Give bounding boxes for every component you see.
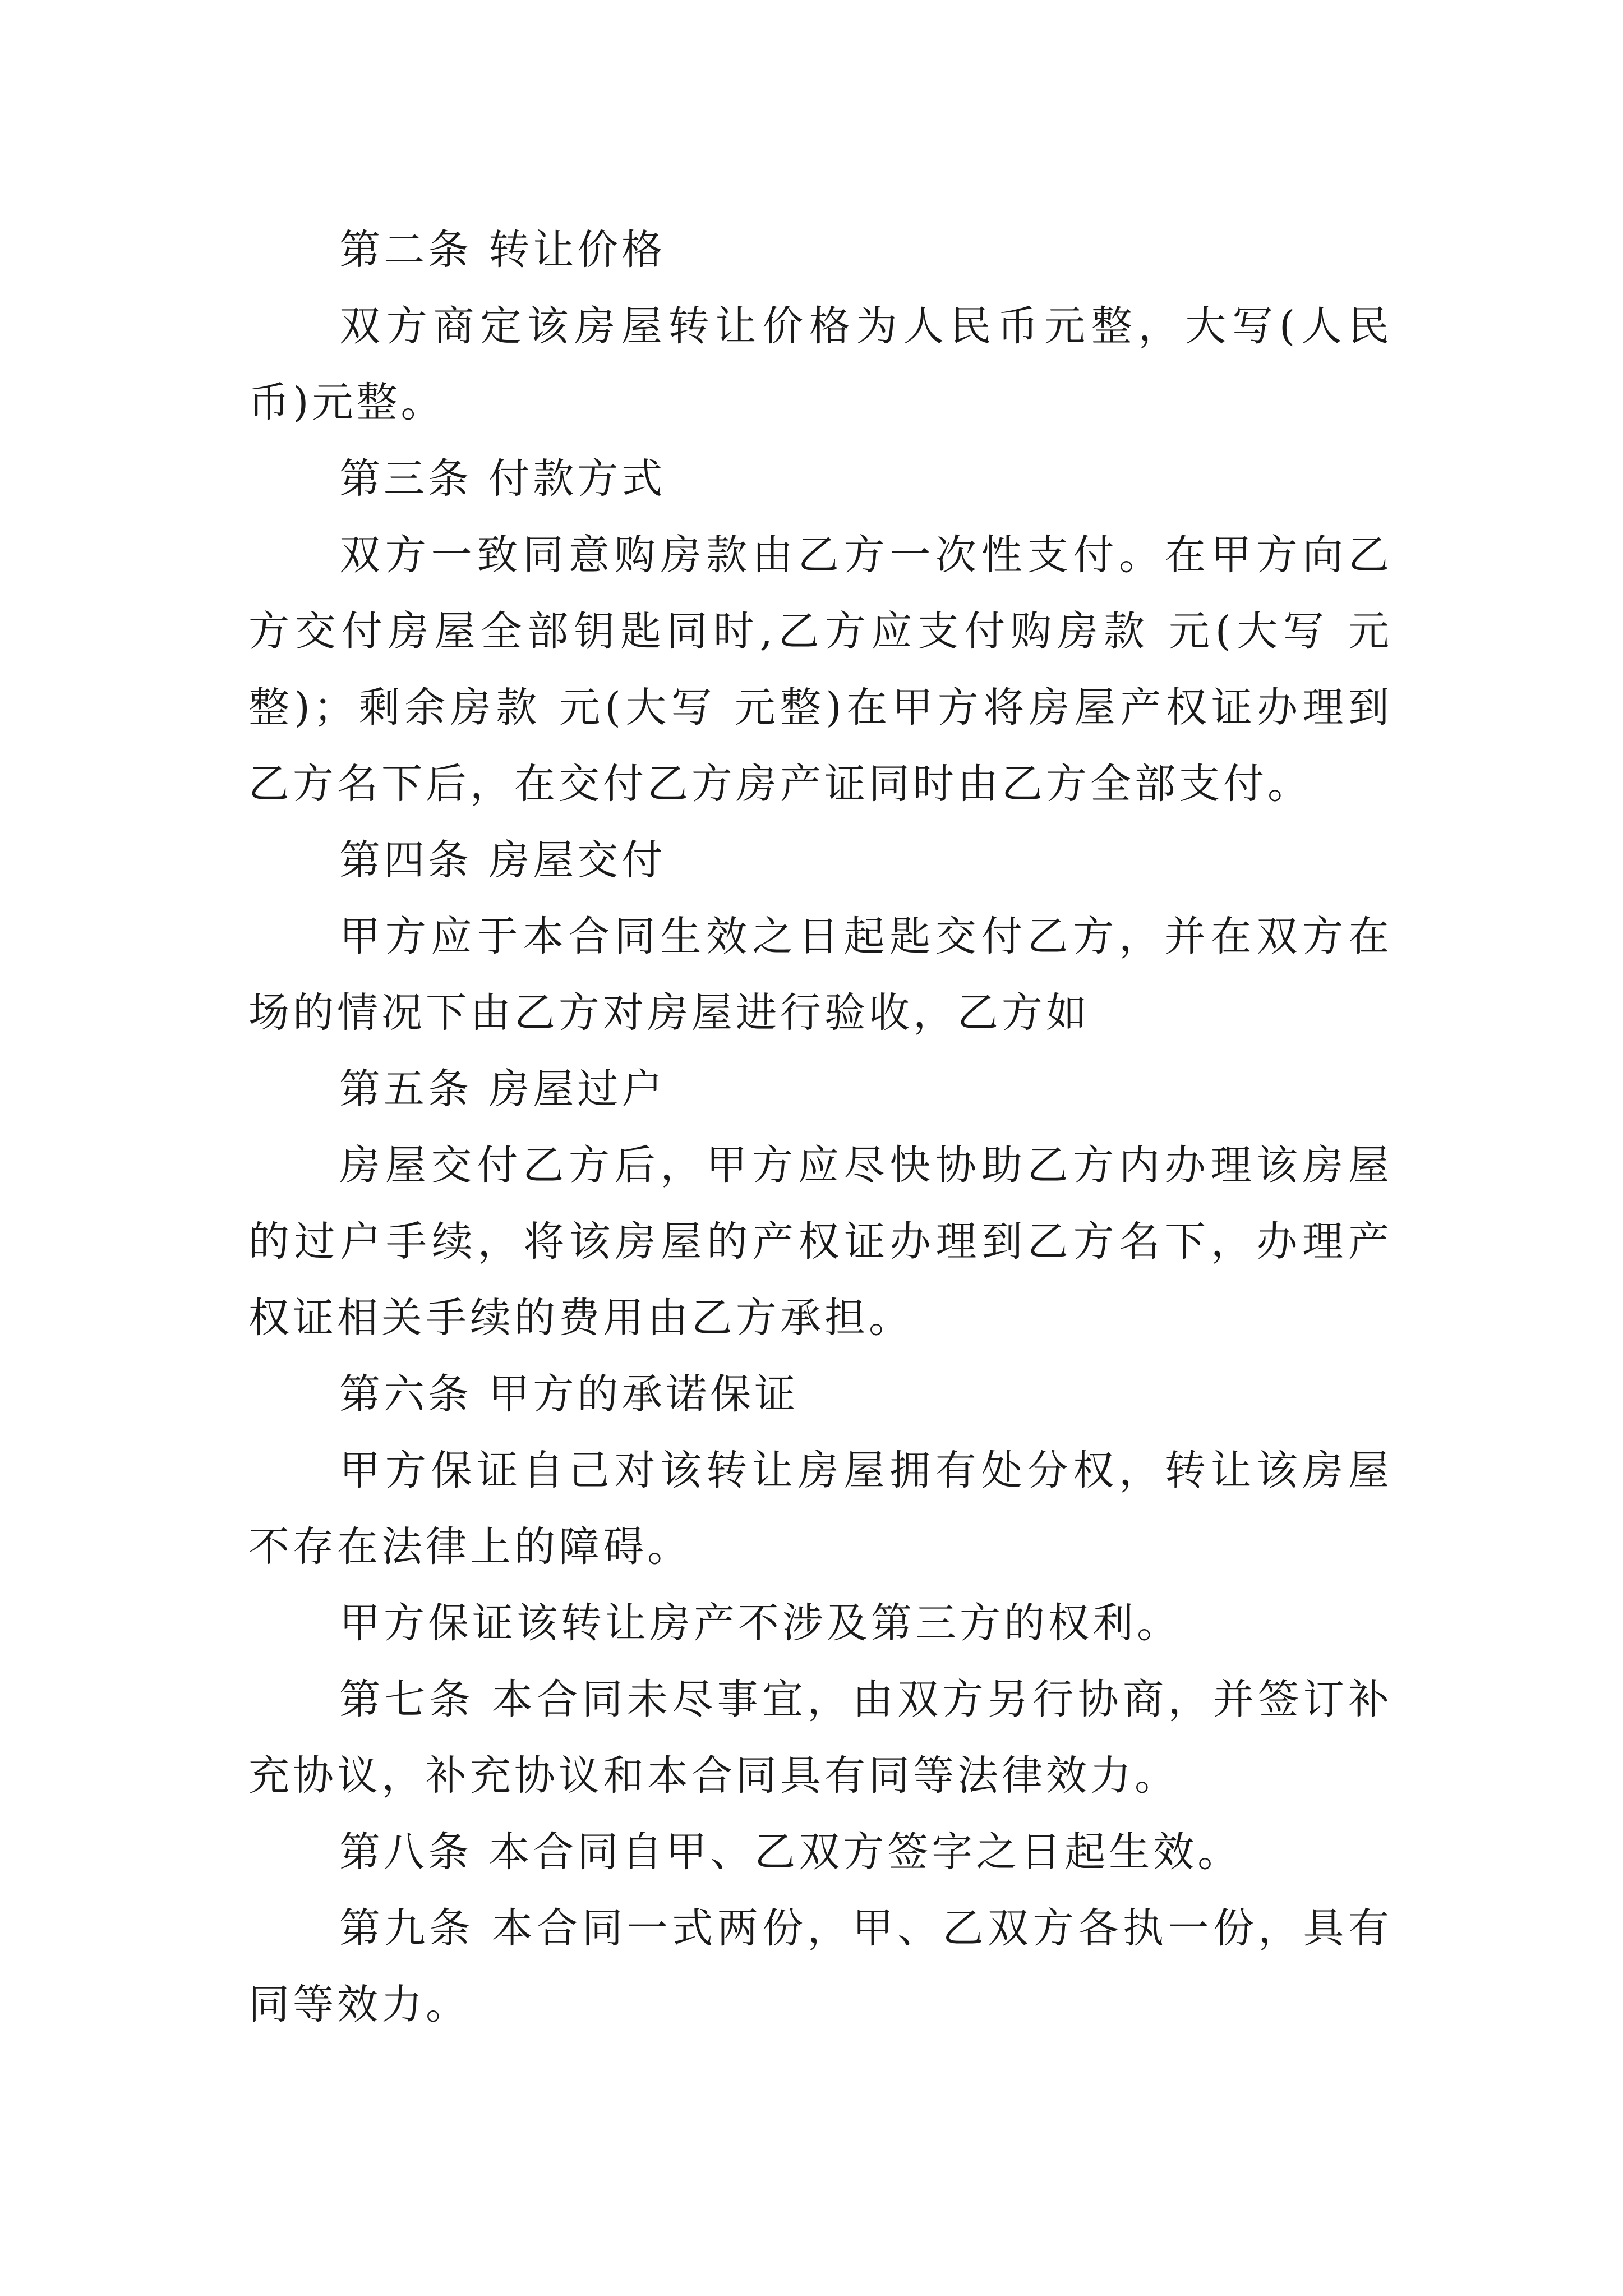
article-4-heading: 第四条 房屋交付 <box>339 836 666 884</box>
document-body <box>248 212 1393 2043</box>
article-4-body: 甲方应于本合同生效之日起匙交付乙方，并在双方在场的情况下由乙方对房屋进行验收，乙方如 <box>248 913 1393 1037</box>
article-5-heading: 第五条 房屋过户 <box>339 1065 666 1113</box>
article-8: 第八条 本合同自甲、乙双方签字之日起生效。 <box>339 1828 1242 1876</box>
article-6-body-2: 甲方保证该转让房产不涉及第三方的权利。 <box>339 1599 1181 1647</box>
article-2-body: 双方商定该房屋转让价格为人民币元整，大写(人民币)元整。 <box>248 302 1393 426</box>
article-9: 第九条 本合同一式两份，甲、乙双方各执一份，具有同等效力。 <box>248 1904 1393 2028</box>
article-3-body: 双方一致同意购房款由乙方一次性支付。在甲方向乙方交付房屋全部钥匙同时,乙方应支付购房款 元(大写 元整)；剩余房款 元(大写 元整)在甲方将房屋产权证办理到乙方名下后，在交付乙方房产证同时由乙方全部支付。 <box>248 531 1393 808</box>
article-5-body: 房屋交付乙方后，甲方应尽快协助乙方内办理该房屋的过户手续，将该房屋的产权证办理到乙方名下，办理产权证相关手续的费用由乙方承担。 <box>248 1142 1393 1342</box>
article-6-body-1: 甲方保证自己对该转让房屋拥有处分权，转让该房屋不存在法律上的障碍。 <box>248 1447 1393 1571</box>
article-3-heading: 第三条 付款方式 <box>339 455 666 503</box>
article-7: 第七条 本合同未尽事宜，由双方另行协商，并签订补充协议，补充协议和本合同具有同等法律效力。 <box>248 1676 1393 1800</box>
article-6-heading: 第六条 甲方的承诺保证 <box>339 1370 799 1418</box>
article-2-heading: 第二条 转让价格 <box>339 226 666 274</box>
